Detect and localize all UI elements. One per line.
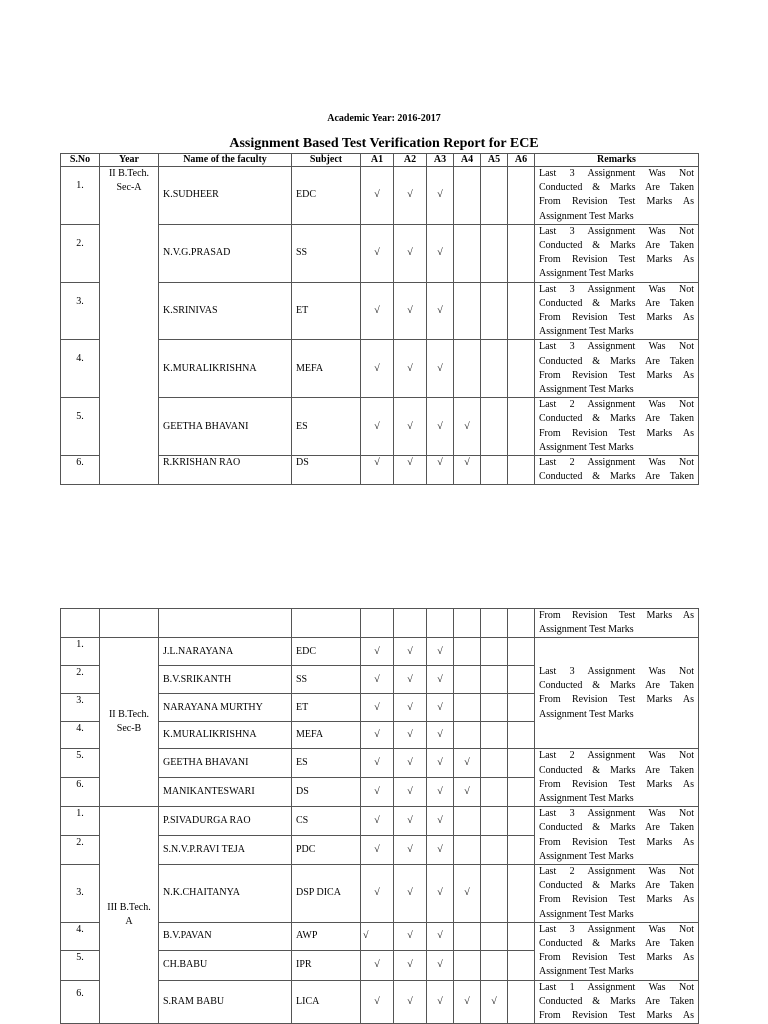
a6-cell [508, 224, 535, 282]
a3-tick: √ [427, 778, 454, 807]
subject: PDC [292, 835, 361, 864]
sno: 6. [61, 980, 100, 1024]
subject: EDC [292, 638, 361, 666]
remarks: Last 3 Assignment Was Not Conducted & Marks Are Taken From Revision Test Marks As Assignment Test Marks [535, 167, 699, 225]
a1-tick: √ [361, 638, 394, 666]
a6-cell [508, 778, 535, 807]
a5-cell [481, 835, 508, 864]
sno: 1. [61, 638, 100, 666]
a2-tick: √ [394, 749, 427, 778]
col-a3: A3 [427, 154, 454, 167]
a2-tick: √ [394, 835, 427, 864]
faculty-name: K.MURALIKRISHNA [159, 340, 292, 398]
a1-tick: √ [361, 694, 394, 722]
a5-cell [481, 749, 508, 778]
a3-tick: √ [427, 835, 454, 864]
remarks: Last 3 Assignment Was Not Conducted & Marks Are Taken From Revision Test Marks As Assignment Test Marks [535, 340, 699, 398]
faculty-name: J.L.NARAYANA [159, 638, 292, 666]
empty-cell [61, 609, 100, 638]
a6-cell [508, 694, 535, 722]
subject: DSP DICA [292, 865, 361, 923]
table-row [61, 807, 699, 835]
faculty-name: GEETHA BHAVANI [159, 749, 292, 778]
a1-tick: √ [361, 835, 394, 864]
a5-cell [481, 340, 508, 398]
a1-tick: √ [361, 224, 394, 282]
a2-tick: √ [394, 807, 427, 835]
a2-tick: √ [394, 398, 427, 456]
remarks: From Revision Test Marks As Assignment Test Marks [535, 609, 699, 638]
col-a5: A5 [481, 154, 508, 167]
a5-tick: √ [481, 980, 508, 1024]
a1-tick: √ [361, 666, 394, 694]
a4-cell [454, 835, 481, 864]
faculty-name: NARAYANA MURTHY [159, 694, 292, 722]
year-cell: II B.Tech. Sec-B [100, 638, 159, 807]
a4-cell [454, 282, 481, 340]
sno: 3. [61, 282, 100, 340]
a2-tick: √ [394, 224, 427, 282]
sno: 3. [61, 694, 100, 722]
a5-cell [481, 456, 508, 485]
sno: 2. [61, 224, 100, 282]
remarks: Last 2 Assignment Was Not Conducted & Marks Are Taken From Revision Test Marks As Assignment Test Marks [535, 398, 699, 456]
a4-tick: √ [454, 456, 481, 485]
a5-cell [481, 398, 508, 456]
col-a4: A4 [454, 154, 481, 167]
a6-cell [508, 807, 535, 835]
a2-tick: √ [394, 980, 427, 1024]
sno: 6. [61, 778, 100, 807]
a5-cell [481, 865, 508, 923]
a1-tick: √ [361, 865, 394, 923]
a5-cell [481, 951, 508, 980]
a6-cell [508, 722, 535, 749]
a6-cell [508, 922, 535, 950]
a6-cell [508, 638, 535, 666]
a6-cell [508, 980, 535, 1024]
a4-tick: √ [454, 980, 481, 1024]
remarks: Last 3 Assignment Was Not Conducted & Marks Are Taken From Revision Test Marks As Assignment Test Marks [535, 282, 699, 340]
faculty-name: P.SIVADURGA RAO [159, 807, 292, 835]
sno: 1. [61, 167, 100, 225]
empty-cell [292, 609, 361, 638]
sno: 4. [61, 722, 100, 749]
empty-cell [361, 609, 394, 638]
faculty-name: GEETHA BHAVANI [159, 398, 292, 456]
col-year: Year [100, 154, 159, 167]
sno: 2. [61, 835, 100, 864]
a4-cell [454, 951, 481, 980]
col-a2: A2 [394, 154, 427, 167]
subject: DS [292, 456, 361, 485]
col-faculty: Name of the faculty [159, 154, 292, 167]
a5-cell [481, 282, 508, 340]
a6-cell [508, 749, 535, 778]
remarks: Last 3 Assignment Was Not Conducted & Marks Are Taken From Revision Test Marks As Assignment Test Marks [535, 922, 699, 980]
a4-cell [454, 638, 481, 666]
remarks: Last 3 Assignment Was Not Conducted & Marks Are Taken From Revision Test Marks As Assignment Test Marks [535, 638, 699, 749]
a6-cell [508, 167, 535, 225]
a4-tick: √ [454, 398, 481, 456]
subject: SS [292, 666, 361, 694]
remarks: Last 3 Assignment Was Not Conducted & Marks Are Taken From Revision Test Marks As Assignment Test Marks [535, 224, 699, 282]
sno: 5. [61, 398, 100, 456]
sno: 5. [61, 749, 100, 778]
verification-table-page1 [60, 153, 699, 485]
a6-cell [508, 666, 535, 694]
a4-cell [454, 722, 481, 749]
subject: ES [292, 749, 361, 778]
col-a6: A6 [508, 154, 535, 167]
faculty-name: K.MURALIKRISHNA [159, 722, 292, 749]
a4-tick: √ [454, 749, 481, 778]
a4-cell [454, 224, 481, 282]
remarks: Last 2 Assignment Was Not Conducted & Marks Are Taken From Revision Test Marks As Assignment Test Marks [535, 749, 699, 807]
a4-tick: √ [454, 778, 481, 807]
continuation-row [61, 609, 699, 638]
a5-cell [481, 778, 508, 807]
sno: 4. [61, 922, 100, 950]
sno: 4. [61, 340, 100, 398]
faculty-name: MANIKANTESWARI [159, 778, 292, 807]
a3-tick: √ [427, 980, 454, 1024]
subject: ET [292, 282, 361, 340]
year-cell: II B.Tech. Sec-A [100, 167, 159, 485]
report-title: Assignment Based Test Verification Report for ECE [229, 136, 539, 151]
subject: AWP [292, 922, 361, 950]
faculty-name: R.KRISHAN RAO [159, 456, 292, 485]
empty-cell [394, 609, 427, 638]
faculty-name: S.N.V.P.RAVI TEJA [159, 835, 292, 864]
a5-cell [481, 807, 508, 835]
a1-tick: √ [361, 456, 394, 485]
sno: 6. [61, 456, 100, 485]
a3-tick: √ [427, 694, 454, 722]
subject: MEFA [292, 340, 361, 398]
empty-cell [481, 609, 508, 638]
a4-cell [454, 694, 481, 722]
a1-tick: √ [361, 340, 394, 398]
a6-cell [508, 456, 535, 485]
a3-tick: √ [427, 807, 454, 835]
subject: MEFA [292, 722, 361, 749]
a1-tick: √ [361, 398, 394, 456]
faculty-name: CH.BABU [159, 951, 292, 980]
a2-tick: √ [394, 922, 427, 950]
a2-tick: √ [394, 282, 427, 340]
a3-tick: √ [427, 282, 454, 340]
a4-cell [454, 807, 481, 835]
faculty-name: K.SRINIVAS [159, 282, 292, 340]
a3-tick: √ [427, 722, 454, 749]
a3-tick: √ [427, 456, 454, 485]
sno: 2. [61, 666, 100, 694]
table-row [61, 167, 699, 225]
faculty-name: B.V.PAVAN [159, 922, 292, 950]
a5-cell [481, 922, 508, 950]
a2-tick: √ [394, 638, 427, 666]
a1-tick: √ [361, 167, 394, 225]
a5-cell [481, 722, 508, 749]
col-subject: Subject [292, 154, 361, 167]
faculty-name: N.V.G.PRASAD [159, 224, 292, 282]
a3-tick: √ [427, 224, 454, 282]
a2-tick: √ [394, 951, 427, 980]
verification-table-page2 [60, 608, 699, 1024]
a5-cell [481, 224, 508, 282]
year-cell: III B.Tech. A [100, 807, 159, 1024]
subject: LICA [292, 980, 361, 1024]
a2-tick: √ [394, 456, 427, 485]
a4-cell [454, 922, 481, 950]
a4-tick: √ [454, 865, 481, 923]
a3-tick: √ [427, 865, 454, 923]
empty-cell [508, 609, 535, 638]
a5-cell [481, 694, 508, 722]
a6-cell [508, 835, 535, 864]
remarks: Last 2 Assignment Was Not Conducted & Marks Are Taken From Revision Test Marks As Assignment Test Marks [535, 865, 699, 923]
a3-tick: √ [427, 167, 454, 225]
a2-tick: √ [394, 666, 427, 694]
empty-cell [159, 609, 292, 638]
subject: SS [292, 224, 361, 282]
faculty-name: N.K.CHAITANYA [159, 865, 292, 923]
header-row [61, 154, 699, 167]
subject: ES [292, 398, 361, 456]
a2-tick: √ [394, 865, 427, 923]
a6-cell [508, 951, 535, 980]
academic-year: Academic Year: 2016-2017 [327, 113, 441, 124]
subject: CS [292, 807, 361, 835]
a1-tick: √ [361, 807, 394, 835]
a4-cell [454, 666, 481, 694]
empty-cell [454, 609, 481, 638]
a2-tick: √ [394, 722, 427, 749]
a6-cell [508, 865, 535, 923]
remarks: Last 3 Assignment Was Not Conducted & Marks Are Taken From Revision Test Marks As Assignment Test Marks [535, 807, 699, 865]
a6-cell [508, 340, 535, 398]
a5-cell [481, 666, 508, 694]
a5-cell [481, 638, 508, 666]
a2-tick: √ [394, 778, 427, 807]
a2-tick: √ [394, 694, 427, 722]
faculty-name: S.RAM BABU [159, 980, 292, 1024]
a4-cell [454, 167, 481, 225]
a1-tick: √ [361, 282, 394, 340]
a1-tick: √ [361, 980, 394, 1024]
subject: DS [292, 778, 361, 807]
faculty-name: B.V.SRIKANTH [159, 666, 292, 694]
a2-tick: √ [394, 167, 427, 225]
col-remarks: Remarks [535, 154, 699, 167]
a3-tick: √ [427, 922, 454, 950]
faculty-name: K.SUDHEER [159, 167, 292, 225]
sno: 1. [61, 807, 100, 835]
a1-tick: √ [361, 722, 394, 749]
a6-cell [508, 398, 535, 456]
remarks: Last 2 Assignment Was Not Conducted & Marks Are Taken [535, 456, 699, 485]
remarks: Last 1 Assignment Was Not Conducted & Marks Are Taken From Revision Test Marks As [535, 980, 699, 1024]
empty-cell [427, 609, 454, 638]
empty-cell [100, 609, 159, 638]
a1-tick: √ [361, 922, 394, 950]
subject: IPR [292, 951, 361, 980]
a4-cell [454, 340, 481, 398]
a3-tick: √ [427, 638, 454, 666]
a1-tick: √ [361, 951, 394, 980]
subject: ET [292, 694, 361, 722]
a2-tick: √ [394, 340, 427, 398]
a3-tick: √ [427, 398, 454, 456]
a5-cell [481, 167, 508, 225]
table-row [61, 638, 699, 666]
col-a1: A1 [361, 154, 394, 167]
a3-tick: √ [427, 340, 454, 398]
a3-tick: √ [427, 951, 454, 980]
sno: 3. [61, 865, 100, 923]
a3-tick: √ [427, 666, 454, 694]
a1-tick: √ [361, 749, 394, 778]
subject: EDC [292, 167, 361, 225]
a1-tick: √ [361, 778, 394, 807]
a6-cell [508, 282, 535, 340]
a3-tick: √ [427, 749, 454, 778]
sno: 5. [61, 951, 100, 980]
col-sno: S.No [61, 154, 100, 167]
